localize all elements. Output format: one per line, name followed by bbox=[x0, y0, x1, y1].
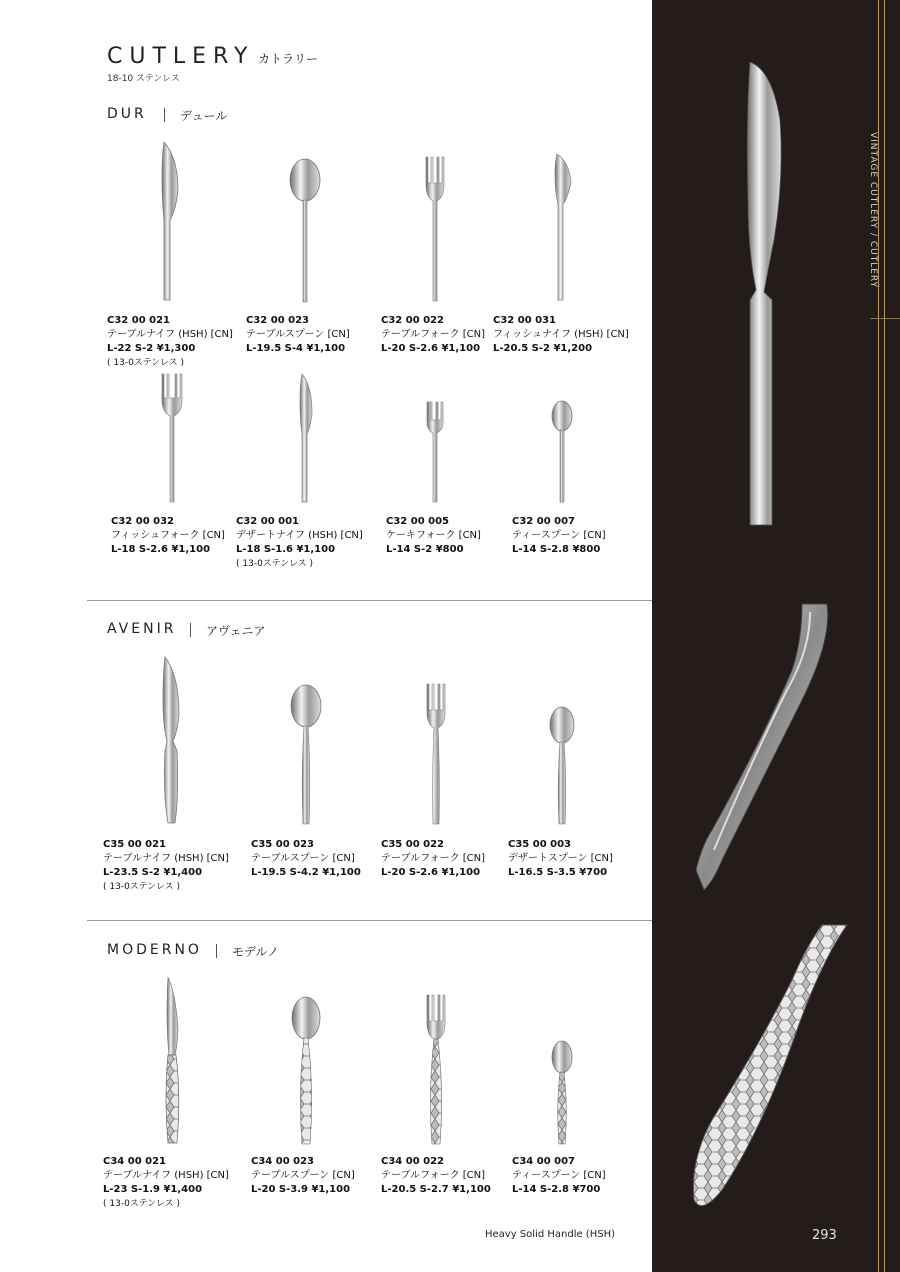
product-card bbox=[107, 314, 233, 370]
product-code: C35 00 021 bbox=[103, 839, 167, 850]
product-code: C32 00 031 bbox=[493, 315, 557, 326]
product-name: テーブルフォーク [CN] bbox=[381, 1170, 486, 1181]
section-divider bbox=[87, 920, 652, 921]
product-spec: L-18 S-2.6 ¥1,100 bbox=[111, 544, 211, 555]
photo-panel bbox=[652, 0, 900, 1272]
product-code: C35 00 003 bbox=[508, 839, 572, 850]
knife-icon bbox=[156, 975, 190, 1147]
cake-fork-icon bbox=[423, 400, 447, 505]
tea-spoon-icon bbox=[548, 400, 576, 505]
product-name: デザートナイフ (HSH) [CN] bbox=[236, 530, 363, 541]
product-spec: L-19.5 S-4.2 ¥1,100 bbox=[251, 867, 361, 878]
product-card bbox=[512, 1155, 606, 1197]
product-note: ( 13-0ステンレス ) bbox=[103, 882, 181, 892]
product-spec: L-18 S-1.6 ¥1,100 bbox=[236, 544, 336, 555]
side-tick bbox=[870, 318, 900, 319]
section-separator bbox=[190, 623, 191, 637]
product-card bbox=[386, 515, 481, 557]
product-name: テーブルナイフ (HSH) [CN] bbox=[103, 853, 229, 864]
product-code: C35 00 022 bbox=[381, 839, 445, 850]
fork-icon bbox=[421, 993, 451, 1147]
gold-rule-left bbox=[878, 0, 879, 1272]
product-spec: L-19.5 S-4 ¥1,100 bbox=[246, 343, 346, 354]
fork-icon bbox=[420, 155, 450, 305]
page-number: 293 bbox=[812, 1228, 837, 1243]
product-code: C34 00 022 bbox=[381, 1156, 445, 1167]
product-card bbox=[251, 838, 361, 880]
product-name: テーブルスプーン [CN] bbox=[251, 853, 355, 864]
product-card bbox=[381, 314, 485, 356]
tea-spoon-icon bbox=[548, 1040, 576, 1147]
product-name: テーブルナイフ (HSH) [CN] bbox=[103, 1170, 229, 1181]
product-name: フィッシュフォーク [CN] bbox=[111, 530, 225, 541]
product-code: C32 00 022 bbox=[381, 315, 445, 326]
section-title-dur: DUR bbox=[107, 106, 147, 122]
hsh-footnote: Heavy Solid Handle (HSH) bbox=[485, 1229, 615, 1240]
section-separator bbox=[164, 108, 165, 122]
product-spec: L-22 S-2 ¥1,300 bbox=[107, 343, 196, 354]
spoon-icon bbox=[286, 996, 326, 1147]
product-code: C35 00 023 bbox=[251, 839, 315, 850]
section-title-dur-ja: デュール bbox=[180, 109, 228, 123]
product-spec: L-23.5 S-2 ¥1,400 bbox=[103, 867, 203, 878]
product-name: ティースプーン [CN] bbox=[512, 1170, 606, 1181]
product-card bbox=[381, 838, 485, 880]
side-label: VINTAGE CUTLERY / CUTLERY bbox=[868, 132, 878, 289]
product-card bbox=[103, 1155, 229, 1211]
product-code: C32 00 005 bbox=[386, 516, 450, 527]
product-name: デザートスプーン [CN] bbox=[508, 853, 613, 864]
product-spec: L-20.5 S-2.7 ¥1,100 bbox=[381, 1184, 491, 1195]
knife-icon bbox=[155, 655, 189, 827]
product-name: テーブルスプーン [CN] bbox=[246, 329, 350, 340]
spoon-icon bbox=[285, 158, 325, 305]
product-spec: L-20 S-2.6 ¥1,100 bbox=[381, 343, 481, 354]
product-spec: L-20 S-2.6 ¥1,100 bbox=[381, 867, 481, 878]
product-spec: L-20.5 S-2 ¥1,200 bbox=[493, 343, 593, 354]
product-card bbox=[381, 1155, 491, 1197]
product-spec: L-14 S-2.8 ¥700 bbox=[512, 1184, 601, 1195]
product-name: ケーキフォーク [CN] bbox=[386, 530, 481, 541]
product-name: テーブルナイフ (HSH) [CN] bbox=[107, 329, 233, 340]
product-name: テーブルフォーク [CN] bbox=[381, 853, 486, 864]
product-code: C32 00 007 bbox=[512, 516, 576, 527]
product-code: C34 00 021 bbox=[103, 1156, 167, 1167]
product-name: フィッシュナイフ (HSH) [CN] bbox=[493, 329, 629, 340]
product-spec: L-14 S-2 ¥800 bbox=[386, 544, 464, 555]
product-code: C34 00 007 bbox=[512, 1156, 576, 1167]
product-code: C32 00 001 bbox=[236, 516, 300, 527]
product-code: C32 00 021 bbox=[107, 315, 171, 326]
section-title-avenir-ja: アヴェニア bbox=[206, 624, 266, 638]
product-code: C32 00 023 bbox=[246, 315, 310, 326]
knife-icon bbox=[150, 140, 190, 305]
closeup-photos bbox=[652, 0, 900, 1272]
product-card bbox=[508, 838, 613, 880]
product-note: ( 13-0ステンレス ) bbox=[236, 559, 314, 569]
product-card bbox=[493, 314, 629, 356]
product-code: C32 00 032 bbox=[111, 516, 175, 527]
product-note: ( 13-0ステンレス ) bbox=[107, 358, 185, 368]
section-separator bbox=[216, 944, 217, 958]
gold-rule-right bbox=[884, 0, 885, 1272]
product-card bbox=[236, 515, 363, 571]
product-card bbox=[103, 838, 229, 894]
product-name: テーブルスプーン [CN] bbox=[251, 1170, 355, 1181]
product-card bbox=[512, 515, 606, 557]
large-knife-photo bbox=[747, 62, 781, 525]
dessert-spoon-icon bbox=[547, 705, 577, 827]
product-spec: L-20 S-3.9 ¥1,100 bbox=[251, 1184, 351, 1195]
moderno-handle-photo bbox=[693, 925, 847, 1206]
section-divider bbox=[87, 600, 652, 601]
product-card bbox=[111, 515, 225, 557]
spoon-icon bbox=[286, 684, 326, 827]
product-name: ティースプーン [CN] bbox=[512, 530, 606, 541]
product-note: ( 13-0ステンレス ) bbox=[103, 1199, 181, 1209]
product-name: テーブルフォーク [CN] bbox=[381, 329, 486, 340]
page-title: CUTLERY bbox=[107, 44, 255, 69]
fish-knife-icon bbox=[545, 152, 575, 305]
section-title-moderno-ja: モデルノ bbox=[232, 945, 279, 959]
section-title-moderno: MODERNO bbox=[107, 942, 202, 958]
product-code: C34 00 023 bbox=[251, 1156, 315, 1167]
material-subtitle: 18-10 ステンレス bbox=[107, 74, 180, 84]
section-title-avenir: AVENIR bbox=[107, 621, 177, 637]
product-spec: L-14 S-2.8 ¥800 bbox=[512, 544, 601, 555]
dessert-knife-icon bbox=[290, 372, 320, 505]
page-title-ja: カトラリー bbox=[258, 52, 319, 66]
product-spec: L-16.5 S-3.5 ¥700 bbox=[508, 867, 608, 878]
fork-icon bbox=[421, 682, 451, 827]
product-spec: L-23 S-1.9 ¥1,400 bbox=[103, 1184, 203, 1195]
product-card bbox=[251, 1155, 355, 1197]
product-card bbox=[246, 314, 350, 356]
fish-fork-icon bbox=[157, 372, 187, 505]
